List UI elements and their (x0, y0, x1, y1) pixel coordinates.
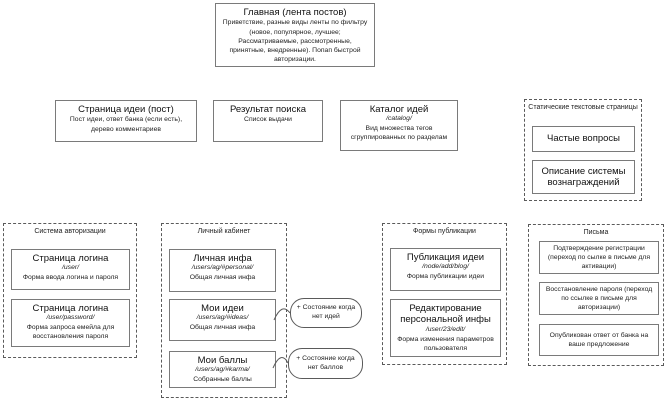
group-auth-system (3, 223, 137, 358)
node-email-bank-answer-text: Опубликован ответ от банка на ваше предложение (549, 331, 649, 348)
node-catalog-body: Вид множества тегов сгруппированных по разделам (350, 125, 448, 142)
node-my-points (169, 351, 276, 388)
node-rewards-description-title: Описание системы вознаграждений (541, 165, 626, 188)
node-catalog-url: /catalog/ (386, 115, 412, 123)
node-password-recovery-page-body: Форма запроса емейла для восстановления пароля (26, 324, 115, 341)
node-email-password-recovery-text: Восстановление пароля (переход по ссылке в письме для авторизации) (545, 285, 653, 312)
node-faq (532, 126, 635, 152)
group-publication-forms-label: Формы публикации (413, 228, 476, 235)
node-catalog-title: Каталог идей (369, 104, 429, 115)
group-auth-system-label: Система авторизации (34, 228, 106, 235)
node-idea-page-title: Страница идеи (пост) (78, 104, 174, 115)
group-publication-forms (382, 223, 507, 365)
node-personal-info-body: Общая личная инфа (189, 274, 256, 282)
node-my-points-url: /users/ag/#karma/ (195, 366, 250, 374)
group-emails (528, 224, 664, 366)
node-home-body: Приветствие, разные виды ленты по фильтру (новое, популярное, лучшее; Рассматриваемые, рассмотренные, принятные, внедренные). Попап быстрой авторизации. (222, 19, 368, 64)
node-edit-personal-info-url: /user/23/edit/ (425, 325, 466, 333)
node-password-recovery-page (11, 299, 130, 347)
group-static-pages-label: Статические текстовые страницы (528, 104, 638, 111)
node-password-recovery-page-title: Страница логина (32, 303, 109, 314)
node-idea-page-body: Пост идеи, ответ банка (если есть), дерево комментариев (69, 116, 183, 133)
node-my-ideas (169, 299, 276, 341)
state-bubble-no-ideas: + Состояние когда нет идей (290, 298, 362, 328)
node-my-points-title: Мои баллы (197, 355, 248, 366)
node-login-page (11, 249, 130, 290)
node-publish-idea (390, 248, 501, 291)
state-bubble-no-points: + Состояние когда нет баллов (288, 348, 363, 379)
node-my-ideas-body: Общая личная инфа (189, 324, 256, 332)
node-edit-personal-info (390, 299, 501, 357)
node-faq-title: Частые вопросы (547, 133, 620, 145)
node-catalog (340, 100, 458, 151)
node-publish-idea-url: /node/add/blog/ (422, 263, 469, 271)
node-idea-page (55, 100, 197, 142)
node-my-ideas-url: /users/ag/#ideas/ (196, 314, 249, 322)
node-my-ideas-title: Мои идеи (201, 303, 244, 314)
node-home-title: Главная (лента постов) (243, 7, 347, 18)
node-personal-info-url: /users/ag/#personal/ (191, 264, 254, 272)
node-edit-personal-info-body: Форма изменения параметров пользователя (397, 335, 494, 352)
group-personal-cabinet (161, 223, 287, 398)
node-personal-info-title: Личная инфа (193, 253, 252, 264)
group-static-pages (524, 99, 642, 201)
node-search-result (213, 100, 323, 142)
node-personal-info (169, 249, 276, 292)
group-emails-label: Письма (583, 229, 609, 236)
node-search-result-body: Список выдачи (244, 116, 292, 124)
node-login-page-body: Форма ввода логина и пароля (22, 274, 119, 282)
node-rewards-description (532, 160, 635, 194)
node-publish-idea-body: Форма публикации идеи (406, 273, 485, 281)
node-publish-idea-title: Публикация идеи (406, 252, 485, 263)
node-my-points-body: Собранные баллы (193, 376, 252, 384)
node-password-recovery-page-url: /user/password/ (46, 314, 95, 322)
node-email-registration-confirmation (539, 241, 659, 274)
node-email-password-recovery (539, 282, 659, 315)
node-email-registration-confirmation-text: Подтверждение регистрации (переход по сылке в письме для активации) (547, 244, 651, 271)
group-personal-cabinet-label: Личный кабинет (197, 228, 251, 235)
node-login-page-url: /user/ (62, 264, 79, 272)
node-edit-personal-info-title: Редактирование персональной инфы (400, 303, 491, 326)
node-email-bank-answer (539, 324, 659, 356)
node-login-page-title: Страница логина (32, 253, 109, 264)
node-home (215, 3, 375, 67)
node-search-result-title: Результат поиска (230, 104, 306, 115)
